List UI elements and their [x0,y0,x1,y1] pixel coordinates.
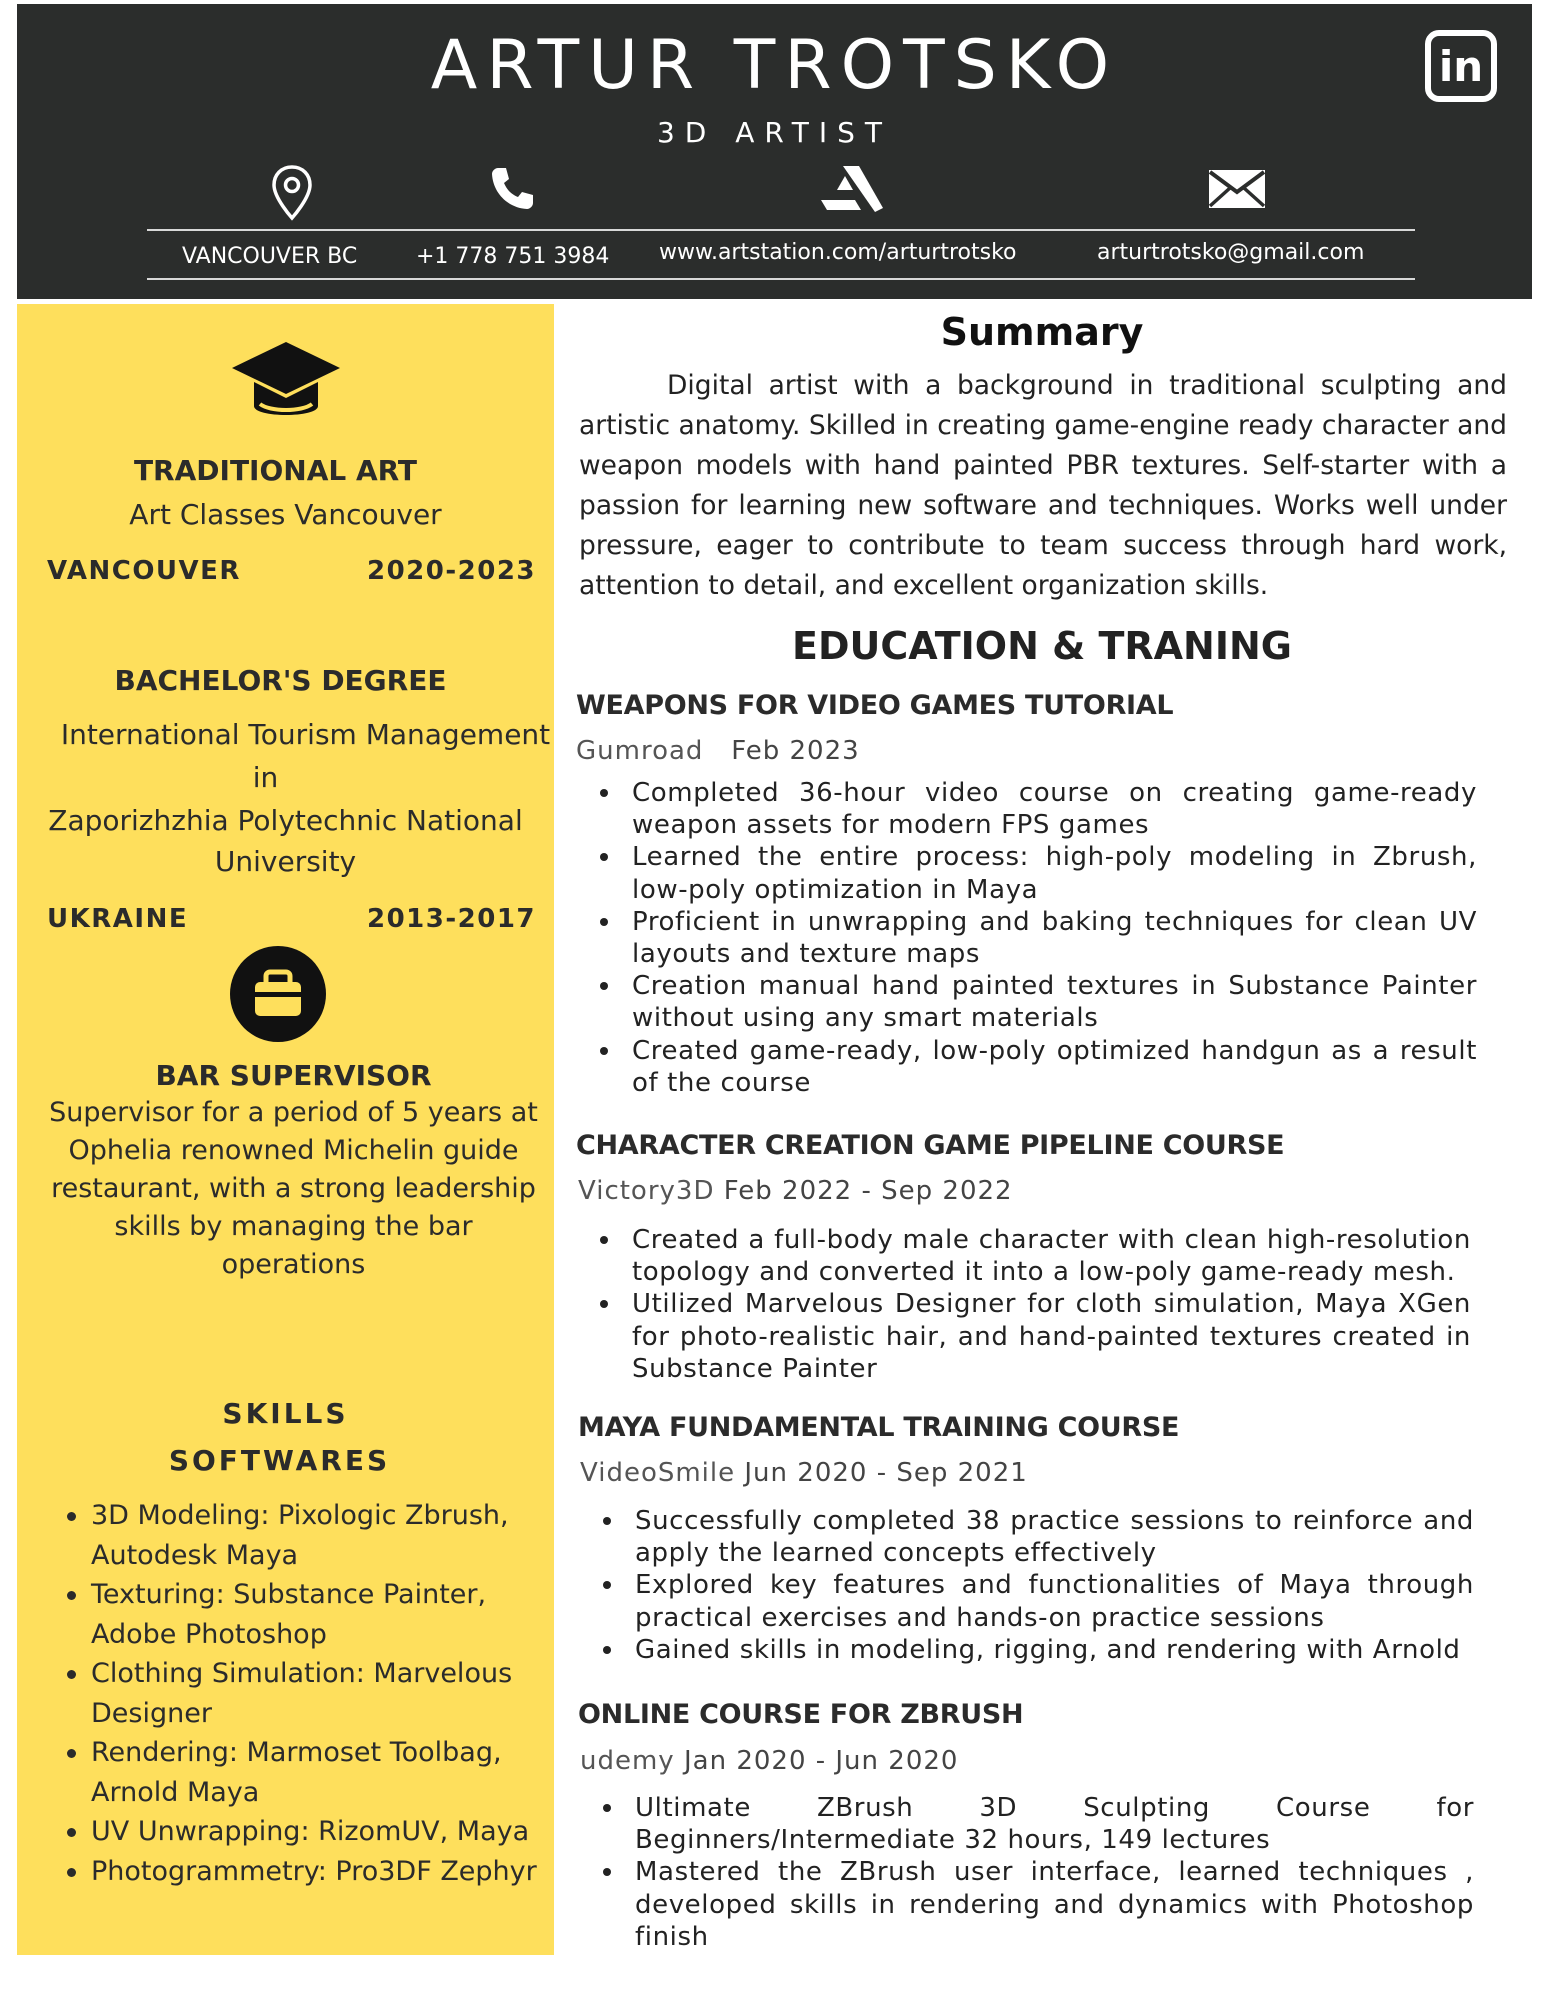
degree-program: International Tourism Management [60,718,551,751]
skill-item: Clothing Simulation: Marvelous Designer [67,1654,547,1733]
course-title: CHARACTER CREATION GAME PIPELINE COURSE [576,1130,1285,1161]
course-meta [576,736,860,766]
course-bullet: Learned the entire process: high-poly modeling in Zbrush, low-poly optimization in Maya [587,841,1477,905]
course-bullet: Creation manual hand painted textures in Substance Painter without using any smart materials [587,970,1477,1034]
degree-in: in [252,761,279,794]
degree-years: 2013-2017 [367,904,537,934]
course-date: Feb 2023 [731,736,860,766]
course-bullet: Utilized Marvelous Designer for cloth simulation, Maya XGen for photo-realistic hair, and hand-painted textures created in Substance Painter [587,1288,1471,1385]
course-bullet: Proficient in unwrapping and baking techniques for clean UV layouts and texture maps [587,906,1477,970]
resume-header [17,4,1532,299]
briefcase-icon [9,944,546,1049]
course-date: Jan 2020 - Jun 2020 [683,1746,959,1776]
job-description-line4: skills by managing the bar [114,1211,473,1242]
softwares-heading: SOFTWARES [168,1444,391,1477]
course-bullet: Successfully completed 38 practice sessions to reinforce and apply the learned concepts effectively [590,1505,1474,1569]
artstation-icon [792,164,912,224]
course-provider: Gumroad [576,736,704,766]
course-bullet: Completed 36-hour video course on creating game-ready weapon assets for modern FPS games [587,777,1477,841]
job-description-line5: operations [221,1249,366,1280]
course-bullets [587,777,1477,1099]
course-provider: Victory3D [578,1176,715,1206]
traditional-art-school: Art Classes Vancouver [129,498,442,531]
course-bullet: Mastered the ZBrush user interface, learned techniques , developed skills in rendering and dynamics with Photoshop finish [590,1856,1474,1953]
job-description-line3: restaurant, with a strong leadership [51,1173,536,1204]
skills-list [67,1496,547,1891]
education-heading: EDUCATION & TRANING [792,624,1292,668]
skill-item: Photogrammetry: Pro3DF Zephyr [67,1852,547,1892]
contact-location: VANCOUVER BC [182,244,358,269]
skill-item: Rendering: Marmoset Toolbag, Arnold Maya [67,1733,547,1812]
header-divider-bottom [147,278,1415,280]
course-date: Jun 2020 - Sep 2021 [744,1458,1028,1488]
contact-phone[interactable]: +1 778 751 3984 [416,244,610,269]
skill-item: UV Unwrapping: RizomUV, Maya [67,1812,547,1852]
candidate-title: 3D ARTIST [656,116,893,149]
linkedin-icon[interactable]: in [1425,30,1497,102]
phone-icon [472,164,552,224]
job-heading: BAR SUPERVISOR [155,1059,432,1092]
traditional-art-heading: TRADITIONAL ART [133,454,418,487]
course-date: Feb 2022 - Sep 2022 [723,1176,1013,1206]
degree-university-line2: University [214,845,357,878]
header-divider-top [147,229,1415,231]
job-description-line1: Supervisor for a period of 5 years at [49,1097,538,1128]
location-pin-icon [252,164,332,224]
course-meta [580,1458,1028,1488]
contact-email[interactable]: arturtrotsko@gmail.com [1097,240,1365,265]
course-bullet: Ultimate ZBrush 3D Sculpting Course for Beginners/Intermediate 32 hours, 149 lectures [590,1792,1474,1856]
course-bullet: Created game-ready, low-poly optimized handgun as a result of the course [587,1035,1477,1099]
course-title: MAYA FUNDAMENTAL TRAINING COURSE [578,1412,1180,1443]
summary-text: Digital artist with a background in traditional sculpting and artistic anatomy. Skilled in creating game-engine ready character and weapon models with hand painted PBR textures. Self-starter with a passion for learning new software and techniques. Works well under pressure, eager to contribute to team success through hard work, attention to detail, and excellent organization skills. [579,370,1507,601]
degree-university-line1: Zaporizhzhia Polytechnic National [48,804,523,837]
course-meta [580,1746,958,1776]
candidate-name: ARTUR TROTSKO [430,26,1119,105]
skills-heading: SKILLS [222,1397,349,1430]
course-provider: VideoSmile [580,1458,736,1488]
graduation-cap-icon [17,340,554,435]
mail-icon [1187,164,1287,224]
degree-heading: BACHELOR'S DEGREE [114,664,447,697]
sidebar [17,304,554,1955]
course-meta [578,1176,1013,1206]
job-description-line2: Ophelia renowned Michelin guide [68,1135,519,1166]
summary-heading: Summary [940,310,1144,354]
course-bullets [590,1792,1474,1953]
course-title: WEAPONS FOR VIDEO GAMES TUTORIAL [576,690,1174,721]
course-bullets [590,1505,1474,1666]
course-bullets [587,1224,1471,1385]
contact-website[interactable]: www.artstation.com/arturtrotsko [659,240,1017,265]
course-bullet: Gained skills in modeling, rigging, and rendering with Arnold [590,1634,1474,1666]
skill-item: 3D Modeling: Pixologic Zbrush, Autodesk Maya [67,1496,547,1575]
degree-location: UKRAINE [47,904,189,934]
traditional-art-years: 2020-2023 [367,556,537,586]
course-bullet: Created a full-body male character with clean high-resolution topology and converted it into a low-poly game-ready mesh. [587,1224,1471,1288]
course-title: ONLINE COURSE FOR ZBRUSH [578,1699,1024,1730]
traditional-art-location: VANCOUVER [47,556,241,586]
course-provider: udemy [580,1746,675,1776]
course-bullet: Explored key features and functionalities of Maya through practical exercises and hands-on practice sessions [590,1569,1474,1633]
skill-item: Texturing: Substance Painter, Adobe Photoshop [67,1575,547,1654]
